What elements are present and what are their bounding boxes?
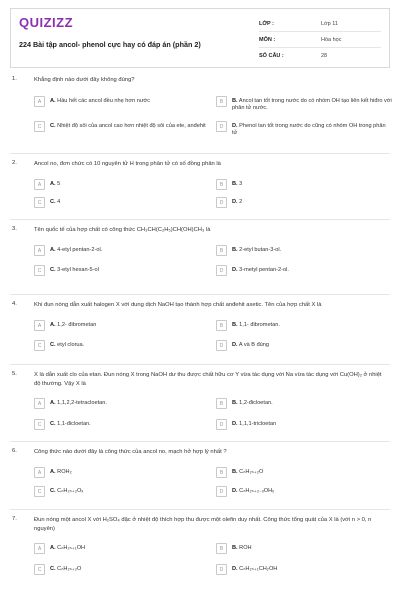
option-body: 1,1,2,2-tetracloetan. bbox=[57, 399, 107, 406]
question-number: 4. bbox=[12, 301, 17, 307]
meta-value: Lớp 11 bbox=[321, 20, 338, 27]
option-letter-box: D bbox=[216, 564, 227, 575]
option-key: B. bbox=[232, 246, 238, 253]
option-text bbox=[232, 543, 252, 552]
option-letter-box: C bbox=[34, 121, 45, 132]
option-key: A. bbox=[50, 544, 56, 551]
meta-value: Hóa học bbox=[321, 36, 342, 43]
option-letter-box: A bbox=[34, 398, 45, 409]
option-letter-box: D bbox=[216, 265, 227, 276]
option-key: A. bbox=[50, 246, 56, 253]
answer-option-d[interactable] bbox=[216, 419, 392, 430]
answer-option-d[interactable] bbox=[216, 121, 392, 138]
option-key: C. bbox=[50, 198, 56, 205]
option-letter-box: D bbox=[216, 121, 227, 132]
option-letter-box: B bbox=[216, 96, 227, 107]
option-letter-box: C bbox=[34, 419, 45, 430]
worksheet-meta bbox=[259, 16, 381, 64]
option-key: A. bbox=[50, 180, 56, 187]
question-text: Khẳng định nào dưới đây không đúng? bbox=[34, 77, 135, 83]
question-number: 1. bbox=[12, 76, 17, 82]
answer-option-b[interactable] bbox=[216, 96, 392, 113]
option-body: A và B đúng bbox=[238, 341, 270, 348]
question-divider bbox=[10, 219, 390, 220]
option-key: B. bbox=[232, 180, 238, 187]
answer-option-c[interactable] bbox=[34, 197, 210, 208]
meta-label: SỐ CÂU : bbox=[259, 53, 284, 59]
option-key: C. bbox=[50, 266, 56, 273]
option-body: etyl clorua. bbox=[57, 341, 85, 348]
option-text bbox=[50, 96, 150, 105]
answer-option-a[interactable] bbox=[34, 467, 210, 478]
option-text bbox=[232, 245, 281, 254]
option-text bbox=[50, 340, 84, 349]
question-divider bbox=[10, 364, 390, 365]
option-key: C. bbox=[50, 122, 56, 129]
answer-option-a[interactable] bbox=[34, 96, 210, 107]
answer-option-c[interactable] bbox=[34, 340, 210, 351]
meta-value: 28 bbox=[321, 53, 328, 59]
option-letter-box: A bbox=[34, 543, 45, 554]
option-letter-box: C bbox=[34, 197, 45, 208]
option-text bbox=[50, 564, 81, 573]
answer-option-b[interactable] bbox=[216, 467, 392, 478]
meta-row-grade bbox=[259, 16, 381, 32]
option-key: B. bbox=[232, 544, 238, 551]
meta-row-subject bbox=[259, 32, 381, 48]
answer-option-b[interactable] bbox=[216, 398, 392, 409]
option-key: C. bbox=[50, 565, 56, 572]
option-key: A. bbox=[50, 97, 56, 104]
answer-option-b[interactable] bbox=[216, 179, 392, 190]
option-body: CₙH₂ₙ₊₂O bbox=[239, 468, 264, 475]
option-letter-box: B bbox=[216, 245, 227, 256]
option-key: B. bbox=[232, 97, 238, 104]
option-key: B. bbox=[232, 399, 238, 406]
option-text bbox=[50, 245, 102, 254]
option-letter-box: C bbox=[34, 265, 45, 276]
answer-option-c[interactable] bbox=[34, 121, 210, 132]
answer-option-d[interactable] bbox=[216, 340, 392, 351]
option-key: A. bbox=[50, 399, 56, 406]
option-letter-box: B bbox=[216, 320, 227, 331]
worksheet-header bbox=[10, 8, 390, 68]
option-key: D. bbox=[232, 565, 238, 572]
option-letter-box: A bbox=[34, 96, 45, 107]
option-letter-box: D bbox=[216, 340, 227, 351]
option-body: 1,1,1-tricloetan bbox=[239, 420, 277, 427]
answer-option-c[interactable] bbox=[34, 265, 210, 276]
option-letter-box: B bbox=[216, 467, 227, 478]
option-body: Hầu hết các ancol đều nhẹ hơn nước bbox=[57, 97, 151, 104]
option-key: C. bbox=[50, 420, 56, 427]
option-text bbox=[50, 543, 85, 552]
meta-label: MÔN : bbox=[259, 36, 276, 43]
answer-option-d[interactable] bbox=[216, 265, 392, 276]
option-body: CₙH₂ₙ₊₁CH₂OH bbox=[239, 565, 278, 572]
answer-option-b[interactable] bbox=[216, 245, 392, 256]
question-number: 7. bbox=[12, 516, 17, 522]
option-text bbox=[232, 398, 273, 407]
option-key: C. bbox=[50, 487, 56, 494]
option-key: A. bbox=[50, 468, 56, 475]
answer-option-a[interactable] bbox=[34, 179, 210, 190]
option-letter-box: A bbox=[34, 467, 45, 478]
option-text bbox=[50, 467, 72, 476]
question-text: Khi đun nóng dẫn xuất halogen X với dung dịch NaOH tạo thành hợp chất anđehit axetic. Tên của hợp chất X là bbox=[34, 302, 322, 308]
option-body: CₙH₂ₙ₊₂Oₓ bbox=[57, 487, 84, 494]
option-key: D. bbox=[232, 420, 238, 427]
option-text bbox=[232, 121, 392, 138]
question-divider bbox=[10, 509, 390, 510]
option-body: 2-etyl butan-3-ol. bbox=[239, 246, 282, 253]
option-body: 1,2-đicloetan. bbox=[239, 399, 273, 406]
meta-row-question-count bbox=[259, 48, 381, 64]
option-key: B. bbox=[232, 321, 238, 328]
answer-option-d[interactable] bbox=[216, 486, 392, 497]
option-text bbox=[232, 265, 289, 274]
option-letter-box: A bbox=[34, 245, 45, 256]
answer-option-a[interactable] bbox=[34, 543, 210, 554]
answer-option-a[interactable] bbox=[34, 398, 210, 409]
option-body: 4 bbox=[57, 198, 61, 205]
option-key: B. bbox=[232, 468, 238, 475]
option-key: D. bbox=[232, 487, 238, 494]
option-key: D. bbox=[232, 266, 238, 273]
option-letter-box: B bbox=[216, 398, 227, 409]
option-body: 4-etyl pentan-2-ol. bbox=[57, 246, 103, 253]
answer-option-a[interactable] bbox=[34, 320, 210, 331]
question-number: 2. bbox=[12, 160, 17, 166]
option-text bbox=[232, 467, 263, 476]
question-number: 3. bbox=[12, 226, 17, 232]
question-text: Công thức nào dưới đây là công thức của ancol no, mạch hở hợp lý nhất ? bbox=[34, 449, 227, 455]
option-body: CₙH₂ₙ₊₂O bbox=[57, 565, 82, 572]
option-text bbox=[50, 179, 60, 188]
option-body: Phenol tan tốt trong nước do cũng có nhóm OH trong phân tử bbox=[232, 122, 386, 136]
option-body: 3-etyl hexan-5-ol bbox=[57, 266, 99, 273]
option-text bbox=[232, 197, 242, 206]
option-letter-box: D bbox=[216, 197, 227, 208]
option-text bbox=[232, 486, 274, 495]
option-text bbox=[232, 564, 277, 573]
question-text: Đun nóng một ancol X với H₂SO₄ đặc ở nhiệt độ thích hợp thu được một olefin duy nhất. Công thức tổng quát của X là (với n > 0, n nguyên) bbox=[34, 517, 372, 532]
option-letter-box: A bbox=[34, 320, 45, 331]
option-letter-box: A bbox=[34, 179, 45, 190]
answer-option-c[interactable] bbox=[34, 486, 210, 497]
option-body: CₙH₂ₙ₊₁OH bbox=[57, 544, 86, 551]
option-body: 1,2- đibrometan bbox=[57, 321, 97, 328]
option-text bbox=[232, 340, 269, 349]
option-key: D. bbox=[232, 122, 238, 129]
meta-label: LỚP : bbox=[259, 20, 274, 27]
option-body: 2 bbox=[239, 198, 243, 205]
option-text bbox=[232, 179, 242, 188]
option-body: 3 bbox=[239, 180, 243, 187]
option-text bbox=[50, 398, 107, 407]
option-letter-box: D bbox=[216, 419, 227, 430]
option-letter-box: B bbox=[216, 179, 227, 190]
question-text: Ancol no, đơn chức có 10 nguyên tử H trong phân tử có số đồng phân là bbox=[34, 161, 221, 167]
option-text bbox=[50, 486, 83, 495]
option-letter-box: B bbox=[216, 543, 227, 554]
answer-option-d[interactable] bbox=[216, 197, 392, 208]
option-body: 5 bbox=[57, 180, 61, 187]
option-body: 1,1- đibrometan. bbox=[239, 321, 280, 328]
question-divider bbox=[10, 294, 390, 295]
question-number: 5. bbox=[12, 371, 17, 377]
option-text bbox=[232, 320, 280, 329]
question-text: Tên quốc tế của hợp chất có công thức CH₃CH(C₂H₅)CH(OH)CH₃ là bbox=[34, 227, 211, 233]
option-body: 3-metyl pentan-2-ol. bbox=[239, 266, 289, 273]
option-letter-box: D bbox=[216, 486, 227, 497]
question-divider bbox=[10, 441, 390, 442]
option-text bbox=[232, 96, 392, 113]
option-body: ROH bbox=[239, 544, 252, 551]
option-text bbox=[50, 419, 91, 428]
option-key: D. bbox=[232, 341, 238, 348]
option-text bbox=[50, 121, 206, 130]
question-number: 6. bbox=[12, 448, 17, 454]
answer-option-a[interactable] bbox=[34, 245, 210, 256]
answer-option-c[interactable] bbox=[34, 419, 210, 430]
answer-option-b[interactable] bbox=[216, 320, 392, 331]
option-text bbox=[50, 320, 96, 329]
answer-option-b[interactable] bbox=[216, 543, 392, 554]
option-body: 1,1-đicloetan. bbox=[57, 420, 91, 427]
option-body: Ancol tan tốt trong nước do có nhóm OH tạo liên kết hiđro với phân tử nước. bbox=[232, 97, 392, 111]
option-body: Nhiệt độ sôi của ancol cao hơn nhiệt độ sôi của ete, anđehit bbox=[57, 122, 206, 129]
answer-option-c[interactable] bbox=[34, 564, 210, 575]
option-key: A. bbox=[50, 321, 56, 328]
option-text bbox=[50, 265, 99, 274]
option-body: ROH₂ bbox=[57, 468, 72, 475]
option-body: CₙH₂ₙ₊₂₋ₓOHₓ bbox=[239, 487, 275, 494]
option-text bbox=[50, 197, 60, 206]
question-divider bbox=[10, 153, 390, 154]
option-text bbox=[232, 419, 276, 428]
option-letter-box: C bbox=[34, 340, 45, 351]
option-letter-box: C bbox=[34, 486, 45, 497]
quizizz-logo[interactable]: QUIZIZZ bbox=[19, 15, 74, 30]
option-letter-box: C bbox=[34, 564, 45, 575]
page-title: 224 Bài tập ancol- phenol cực hay có đáp án (phần 2) bbox=[19, 40, 201, 49]
question-text: X là dẫn xuất clo của etan. Đun nóng X trong NaOH dư thu được chất hữu cơ Y vừa tác dụng với Na vừa tác dụng với Cu(OH)₂ ở nhiệt độ thường. Vậy X là bbox=[34, 372, 382, 387]
option-key: C. bbox=[50, 341, 56, 348]
answer-option-d[interactable] bbox=[216, 564, 392, 575]
option-key: D. bbox=[232, 198, 238, 205]
